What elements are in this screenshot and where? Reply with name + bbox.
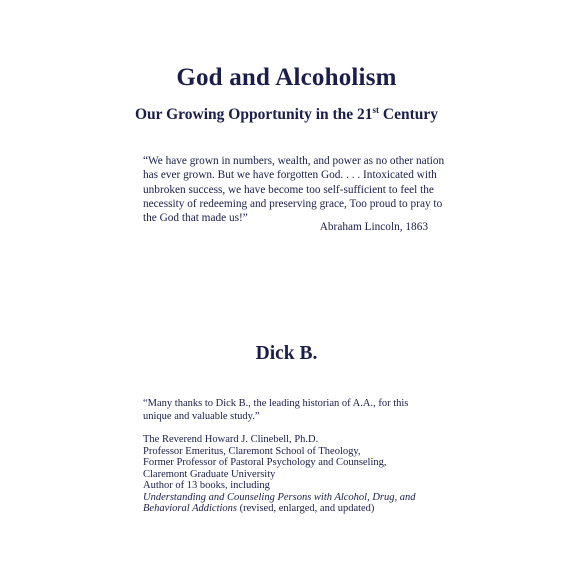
book-reference-title-end: Behavioral Addictions (143, 503, 238, 514)
subtitle-main: Our Growing Opportunity in the 21 (134, 106, 373, 123)
subtitle-superscript: st (372, 104, 380, 115)
quote-line: unbroken success, we have become too self-sufficient to feel the (143, 183, 434, 196)
epigraph-quote (143, 154, 443, 225)
praise-line: unique and valuable study.” (143, 411, 260, 423)
praise-quote (143, 397, 453, 423)
credit-line: Claremont Graduate University (143, 468, 276, 480)
praise-line: “Many thanks to Dick B., the leading historian of A.A., for this (143, 398, 409, 409)
quote-line: “We have grown in numbers, wealth, and power as no other nation (143, 155, 445, 167)
quote-line: has ever grown. But we have forgotten God. . . . Intoxicated with (143, 169, 437, 182)
credit-line: The Reverend Howard J. Clinebell, Ph.D. (143, 434, 319, 445)
credit-line: Professor Emeritus, Claremont School of Theology, (143, 445, 361, 457)
quote-attribution: Abraham Lincoln, 1863 (319, 221, 428, 233)
credit-line: Former Professor of Pastoral Psychology and Counseling, (143, 457, 387, 468)
author-name: Dick B. (255, 343, 318, 364)
book-reference-line (143, 503, 463, 515)
quote-line: necessity of redeeming and preserving grace, Too proud to pray to (143, 197, 443, 210)
quote-line: the God that made us!” (143, 212, 248, 225)
endorser-credits (143, 434, 463, 515)
subtitle-end: Century (379, 106, 439, 123)
book-title: God and Alcoholism (176, 64, 397, 91)
book-subtitle (0, 106, 573, 124)
book-reference-note: (revised, enlarged, and updated) (237, 503, 375, 514)
book-reference-title: Understanding and Counseling Persons with Alcohol, Drug, and (143, 491, 416, 503)
credit-line: Author of 13 books, including (143, 480, 270, 491)
